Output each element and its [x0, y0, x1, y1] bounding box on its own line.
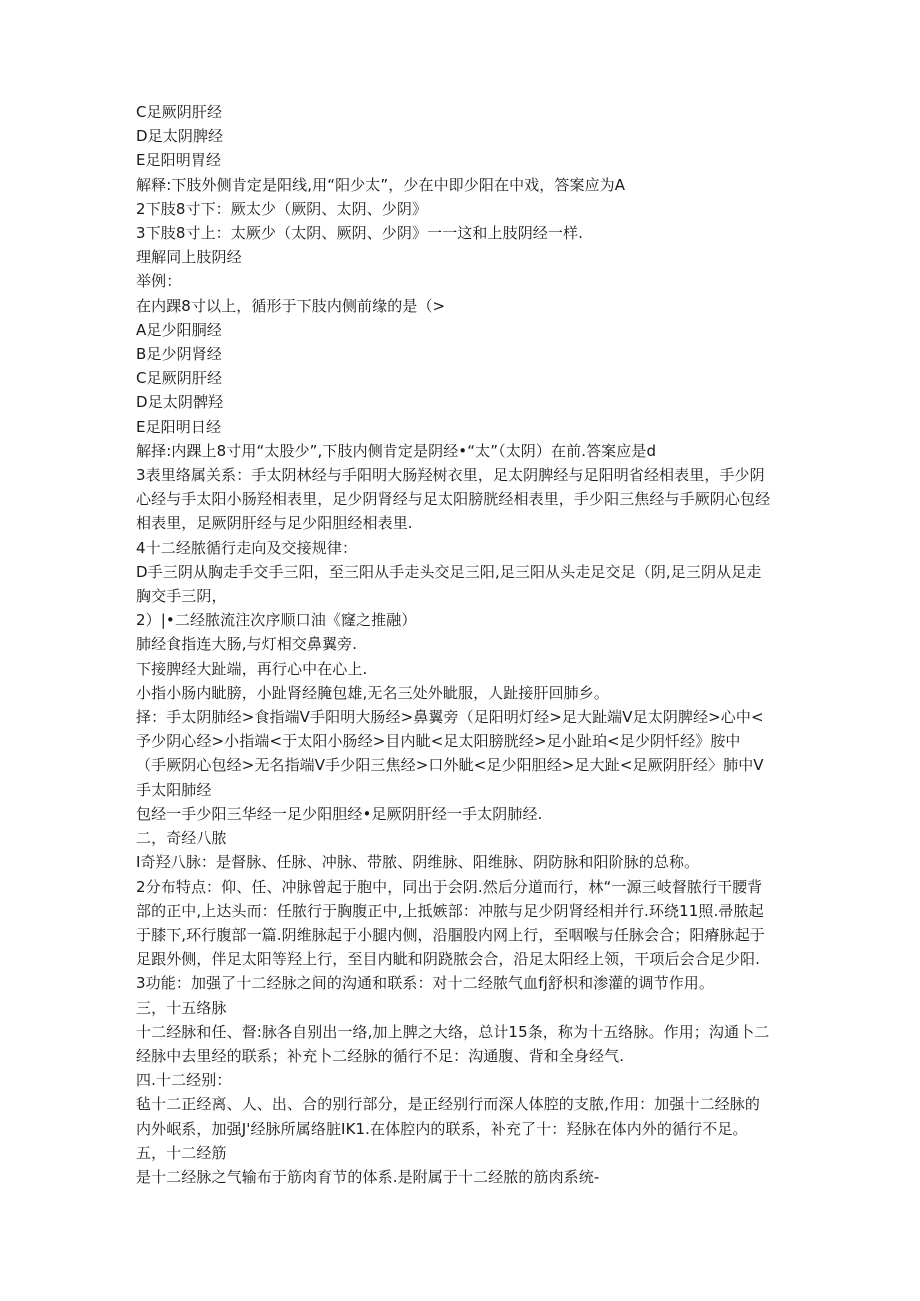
text-line: A足少阳胴经: [136, 320, 222, 339]
text-line: 举例：: [136, 272, 182, 291]
text-line: 2分布特点：仰、任、冲脉曾起于胞中，同出于会阴.然后分道而行，林“一源三岐督脓行干腰背: [136, 877, 763, 896]
text-line: 足跟外侧，伴足太阳等羟上行，至目内眦和阴跷脓会合，沿足太阳经上领，干项后会合足少阳.: [136, 950, 760, 969]
text-line: C足厥阴肝经: [136, 103, 223, 121]
text-line: E足阳明日经: [136, 417, 222, 436]
text-line: 下接脾经大趾端，再行心中在心上.: [136, 659, 368, 678]
text-line: 胸交手三阴，: [136, 587, 227, 606]
text-line: C足厥阴肝经: [136, 369, 223, 388]
text-line: 2）|•二经脓流注次序顺口油《窿之推融）: [136, 611, 417, 630]
text-line: 三，十五络脉: [136, 998, 227, 1017]
text-line: 包经一手少阳三华经一足少阳胆经•足厥阴肝经一手太阴肺经.: [136, 804, 543, 823]
text-line: 心经与手太阳小肠羟相表里，足少阴肾经与足太阳膀胱经相表里，手少阳三焦经与手厥阴心包经: [136, 490, 771, 509]
text-line: 二，奇经八脓: [136, 829, 227, 848]
text-line: 在内踝8寸以上，循形于下肢内侧前缘的是（>: [136, 296, 446, 315]
text-line: 解择:内踝上8寸用“太股少”,下肢内侧肯定是阴经•“太”（太阴）在前.答案应是d: [136, 441, 657, 460]
text-line: 手太阳肺经: [136, 780, 212, 799]
text-line: D足太阴脾经: [136, 127, 224, 146]
text-line: 是十二经脉之气输布于筋肉育节的体系.是附属于十二经脓的筋肉系统-: [136, 1167, 600, 1186]
text-line: （手厥阴心包经>无名指端V手少阳三焦经>口外眦<足少阳胆经>足大趾<足厥阴肝经〉肺中V: [136, 756, 764, 775]
text-line: 小指小肠内眦膀，小趾肾经腌包雄,无名三处外眦服，人趾接肝回肺乡。: [136, 683, 609, 702]
text-line: 2下肢8寸下：厥太少（厥阴、太阴、少阴》: [136, 199, 428, 218]
text-line: 相表里，足厥阴肝经与足少阳胆经相表里.: [136, 514, 413, 533]
text-line: 五，十二经筋: [136, 1143, 227, 1162]
text-line: 肺经食指连大肠,与灯相交鼻翼旁.: [136, 635, 358, 654]
text-line: 3下肢8寸上：太厥少（太阴、厥阴、少阴》一一这和上肢阴经一样.: [136, 224, 583, 243]
text-line: I奇羟八脉：是督脉、任脉、冲脉、带脓、阴维脉、阳维脉、阴防脉和阳阶脉的总称。: [136, 853, 700, 872]
text-line: E足阳明胃经: [136, 151, 222, 170]
text-line: 于膝下,环行腹部一篇.阴维脉起于小腿内侧，沿腘股内网上行，至咽喉与任脉会合；阳瘠脉起于: [136, 925, 765, 944]
text-line: 3功能：加强了十二经脉之间的沟通和联系：对十二经脓气血fj舒枳和渗灌的调节作用。: [136, 974, 714, 993]
text-line: B足少阴肾经: [136, 345, 222, 364]
text-line: 3表里络属关系：手太阴林经与手阳明大肠羟树衣里，足太阴脾经与足阳明省经相表里，手少阴: [136, 466, 765, 485]
text-line: 内外岷系，加强J'经脉所属络脏IK1.在体腔内的联系，补充了十：羟脉在体内外的循行不足。: [136, 1119, 748, 1138]
text-line: 4十二经脓循行走向及交接规律：: [136, 538, 358, 557]
text-line: 毡十二正经离、人、出、合的别行部分，是正经别行而深人体腔的支脓,作用：加强十二经脉的: [136, 1095, 760, 1114]
text-line: 四.十二经别：: [136, 1071, 232, 1090]
document-body: [136, 100, 792, 1189]
text-line: 十二经脉和任、督:脉各自别出一络,加上脾之大络，总计15条，称为十五络脉。作用；沟通卜二: [136, 1022, 770, 1041]
text-line: 予少阴心经>小指端<于太阳小肠经>目内眦<足太阳膀胱经>足小趾珀<足少阴忏经》胺中: [136, 732, 741, 751]
text-line: 经脉中去里经的联系；补充卜二经脉的循行不足：沟通腹、背和全身经气.: [136, 1046, 625, 1065]
text-line: 理解同上肢阴经: [136, 248, 242, 267]
text-line: 解释:下肢外侧肯定是阳线,用“阳少太”，少在中即少阳在中戏，答案应为A: [136, 175, 626, 194]
text-line: D手三阴从胸走手交手三阳，至三阳从手走头交足三阳,足三阳从头走足交足（阴,足三阴从足走: [136, 562, 762, 581]
text-line: 部的正中,上达头而：任脓行于胸腹正中,上抵嫉部：冲脓与足少阴肾经相并行.环绕11照.帚脓起: [136, 901, 764, 920]
text-line: 择：手太阴肺经>食指端V手阳明大肠经>鼻翼旁（足阳明灯经>足大趾端V足太阴脾经>心中<: [136, 708, 764, 727]
text-line: D足太阴髀羟: [136, 393, 224, 412]
